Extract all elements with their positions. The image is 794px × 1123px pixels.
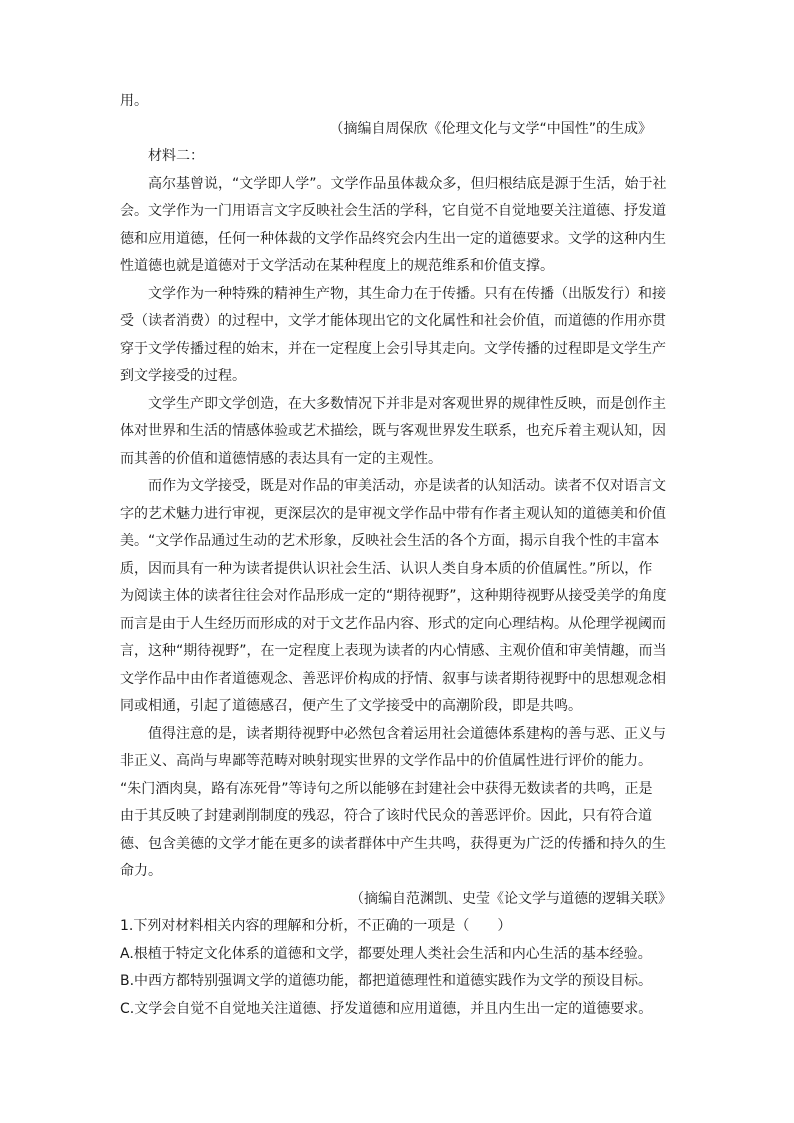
text-line: 文学作品中由作者道德观念、善恶评价构成的抒情、叙事与读者期待视野中的思想观念相 — [120, 670, 666, 687]
text-line: 而言是由于人生经历而形成的对于文艺作品内容、形式的定向心理结构。从伦理学视阈而 — [120, 615, 666, 632]
text-line: 值得注意的是，读者期待视野中必然包含着运用社会道德体系建构的善与恶、正义与 — [148, 725, 666, 742]
text-line: 质，因而具有一种为读者提供认识社会生活、认识人类自身本质的价值属性。”所以，作 — [120, 560, 653, 577]
text-line: 为阅读主体的读者往往会对作品形成一定的“期待视野”，这种期待视野从接受美学的角度 — [120, 588, 667, 604]
text-line: 而其善的价值和道德情感的表达具有一定的主观性。 — [120, 450, 442, 467]
text-line: 同或相通，引起了道德感召，便产生了文学接受中的高潮阶段，即是共鸣。 — [120, 698, 582, 714]
question-stem: 1.下列对材料相关内容的理解和分析，不正确的一项是（ ） — [120, 918, 512, 934]
text-line: 文学生产即文学创造，在大多数情况下并非是对客观世界的规律性反映，而是创作主 — [148, 395, 666, 412]
section-heading: 材料二： — [148, 148, 204, 164]
answer-option-c: C.文学会自觉不自觉地关注道德、抒发道德和应用道德，并且内生出一定的道德要求。 — [120, 1000, 653, 1017]
text-line: 命力。 — [120, 863, 162, 879]
text-line: 由于其反映了封建剥削制度的残忍，符合了该时代民众的善恶评价。因此，只有符合道 — [120, 808, 652, 824]
text-line: 言，这种“期待视野”，在一定程度上表现为读者的内心情感、主观价值和审美情趣，而当 — [120, 643, 667, 659]
answer-option-b: B.中西方都特别强调文学的道德功能，都把道德理性和道德实践作为文学的预设目标。 — [120, 973, 653, 989]
text-line: 受（读者消费）的过程中，文学才能体现出它的文化属性和社会价值，而道德的作用亦贯 — [120, 313, 666, 329]
text-line: 到文学接受的过程。 — [120, 368, 246, 384]
text-line: 文学作为一种特殊的精神生产物，其生命力在于传播。只有在传播（出版发行）和接 — [148, 285, 666, 302]
text-line: 非正义、高尚与卑鄙等范畴对映射现实世界的文学作品中的价值属性进行评价的能力。 — [120, 753, 652, 769]
document-page — [120, 88, 680, 1023]
paragraph-end-line: 用。 — [120, 93, 148, 109]
text-line: 字的艺术魅力进行审视，更深层次的是审视文学作品中带有作者主观认知的道德美和价值 — [120, 505, 666, 522]
text-line: 美。“文学作品通过生动的艺术形象，反映社会生活的各个方面，揭示自我个性的丰富本 — [120, 533, 660, 549]
text-line: 而作为文学接受，既是对作品的审美活动，亦是读者的认知活动。读者不仅对语言文 — [148, 478, 666, 494]
text-line: “朱门酒肉臭，路有冻死骨”等诗句之所以能够在封建社会中获得无数读者的共鸣，正是 — [120, 780, 653, 797]
text-line: 德、包含美德的文学才能在更多的读者群体中产生共鸣，获得更为广泛的传播和持久的生 — [120, 835, 666, 852]
answer-option-a: A.根植于特定文化体系的道德和文学，都要处理人类社会生活和内心生活的基本经验。 — [120, 945, 652, 962]
text-line: 德和应用道德，任何一种体裁的文学作品终究会内生出一定的道德要求。文学的这种内生 — [120, 230, 666, 247]
source-citation: （摘编自周保欣《伦理文化与文学“中国性”的生成》 — [329, 120, 652, 137]
text-line: 体对世界和生活的情感体验或艺术描绘，既与客观世界发生联系，也充斥着主观认知，因 — [120, 423, 666, 439]
source-citation: （摘编自范渊凯、史莹《论文学与道德的逻辑关联》 — [350, 890, 672, 907]
text-line: 穿于文学传播过程的始末，并在一定程度上会引导其走向。文学传播的过程即是文学生产 — [120, 340, 666, 357]
text-line: 会。文学作为一门用语言文字反映社会生活的学科，它自觉不自觉地要关注道德、抒发道 — [120, 203, 666, 219]
text-line: 性道德也就是道德对于文学活动在某种程度上的规范维系和价值支撑。 — [120, 258, 554, 274]
text-line: 高尔基曾说，“文学即人学”。文学作品虽体裁众多，但归根结底是源于生活，始于社 — [148, 175, 667, 192]
